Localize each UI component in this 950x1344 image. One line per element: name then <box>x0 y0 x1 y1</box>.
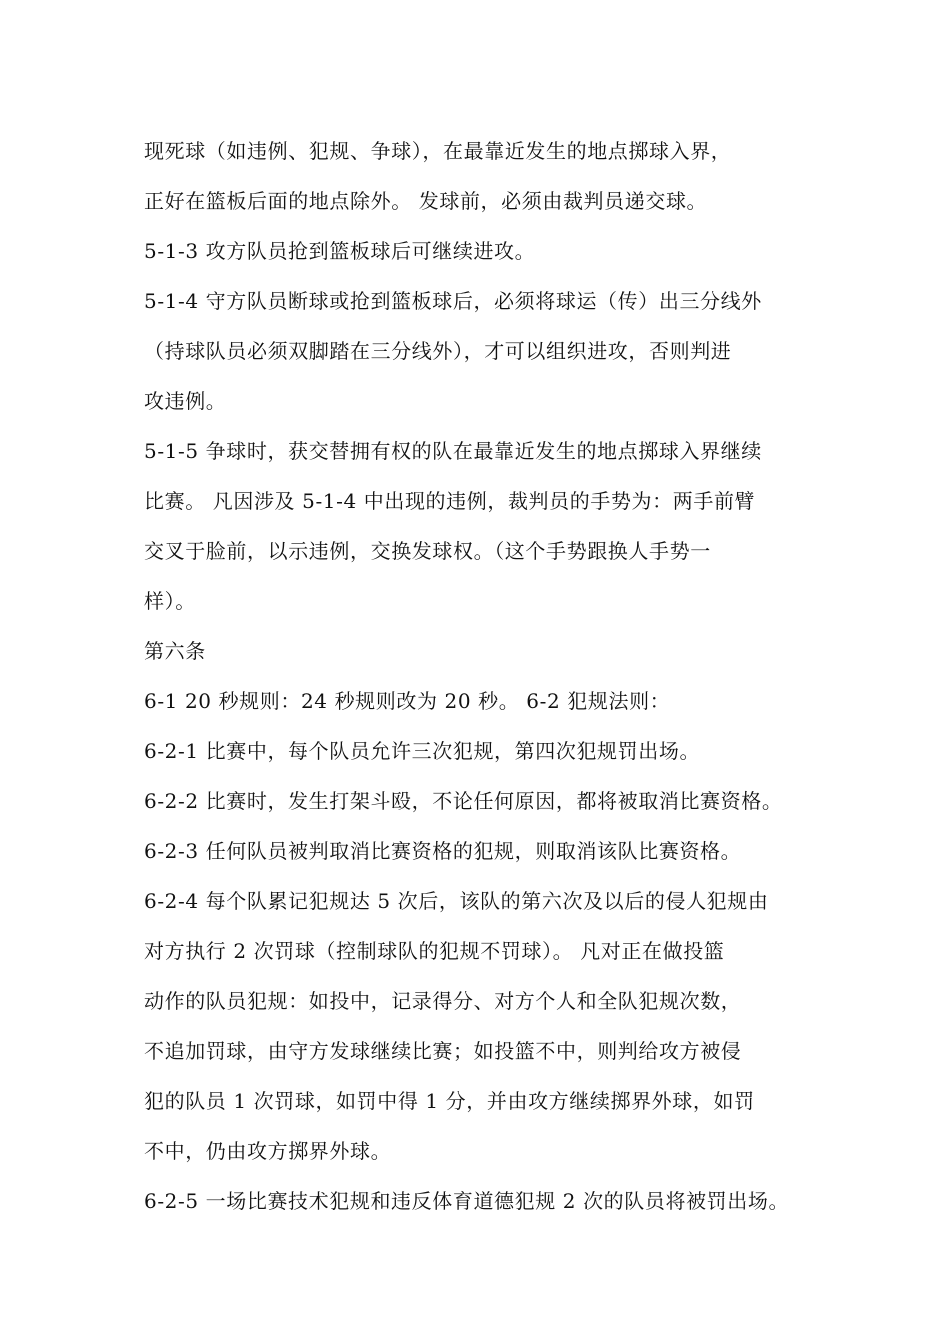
paragraph-line: 犯的队员 1 次罚球，如罚中得 1 分，并由攻方继续掷界外球，如罚 <box>144 1089 755 1113</box>
paragraph-line: 6-2-3 任何队员被判取消比赛资格的犯规，则取消该队比赛资格。 <box>144 839 742 863</box>
paragraph-line: 比赛。 凡因涉及 5-1-4 中出现的违例，裁判员的手势为：两手前臂 <box>144 489 756 513</box>
paragraph-line: 6-2-1 比赛中，每个队员允许三次犯规，第四次犯规罚出场。 <box>144 739 701 763</box>
paragraph-line: 5-1-5 争球时，获交替拥有权的队在最靠近发生的地点掷球入界继续 <box>144 439 762 463</box>
paragraph-line: 交叉于脸前，以示违例，交换发球权。（这个手势跟换人手势一 <box>144 539 711 563</box>
paragraph-line: 正好在篮板后面的地点除外。 发球前，必须由裁判员递交球。 <box>144 189 708 213</box>
paragraph-line: 不追加罚球，由守方发球继续比赛；如投篮不中，则判给攻方被侵 <box>144 1039 742 1063</box>
paragraph-line: 攻违例。 <box>144 389 227 413</box>
paragraph-line: 6-2-4 每个队累记犯规达 5 次后，该队的第六次及以后的侵人犯规由 <box>144 889 769 913</box>
paragraph-line: 6-2-2 比赛时，发生打架斗殴，不论任何原因，都将被取消比赛资格。 <box>144 789 783 813</box>
paragraph-line: 现死球（如违例、犯规、争球），在最靠近发生的地点掷球入界， <box>144 139 732 163</box>
paragraph-line: 6-1 20 秒规则：24 秒规则改为 20 秒。 6-2 犯规法则： <box>144 689 671 713</box>
paragraph-line: 6-2-5 一场比赛技术犯规和违反体育道德犯规 2 次的队员将被罚出场。 <box>144 1189 790 1213</box>
paragraph-line: 5-1-4 守方队员断球或抢到篮板球后，必须将球运（传）出三分线外 <box>144 289 762 313</box>
paragraph-line: （持球队员必须双脚踏在三分线外），才可以组织进攻，否则判进 <box>144 339 732 363</box>
paragraph-line: 样）。 <box>144 589 196 613</box>
paragraph-line: 不中，仍由攻方掷界外球。 <box>144 1139 392 1163</box>
paragraph-line: 5-1-3 攻方队员抢到篮板球后可继续进攻。 <box>144 239 536 263</box>
paragraph-line: 动作的队员犯规：如投中，记录得分、对方个人和全队犯规次数， <box>144 989 742 1013</box>
paragraph-line: 对方执行 2 次罚球（控制球队的犯规不罚球）。 凡对正在做投篮 <box>144 939 725 963</box>
section-heading: 第六条 <box>144 639 206 663</box>
